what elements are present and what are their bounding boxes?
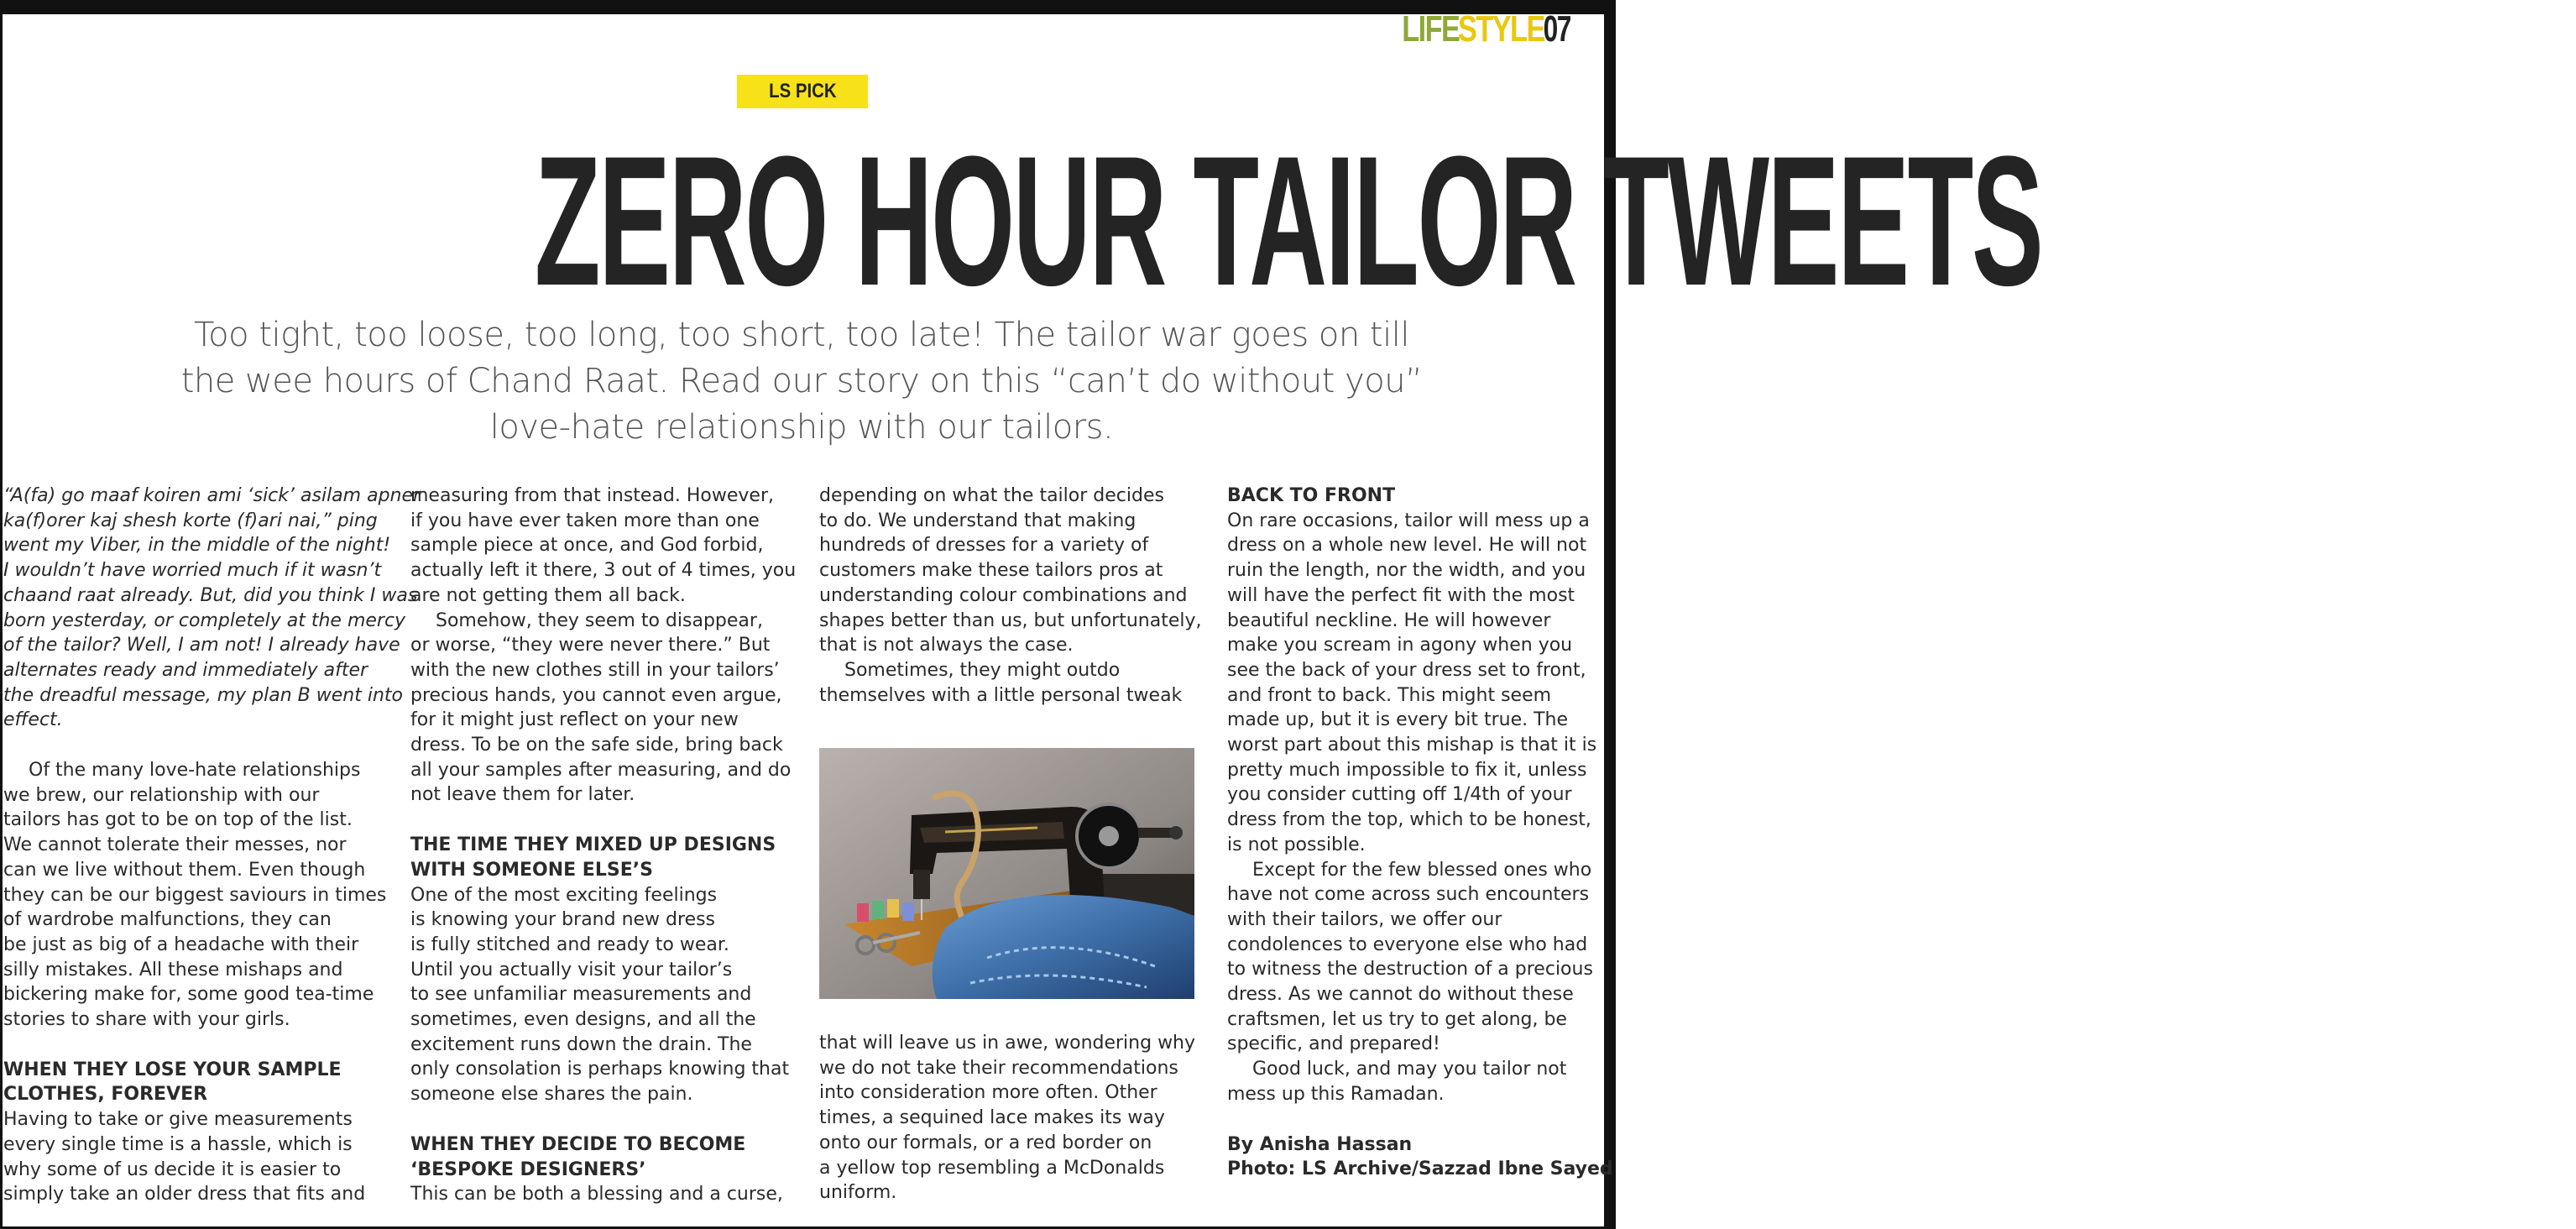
subheading-line: WHEN THEY DECIDE TO BECOME [410,1133,746,1155]
text-line: to do. We understand that making [819,510,1136,531]
page-number: 07 [1543,8,1570,50]
body-paragraph [1227,858,1622,1058]
paragraph-gap [410,808,805,833]
text-line: you consider cutting off 1/4th of your [1227,784,1572,806]
text-line: that is not always the case. [819,635,1074,656]
text-line: times, a sequined lace makes its way [819,1107,1165,1129]
subheading-line: THE TIME THEY MIXED UP DESIGNS [410,834,776,856]
body-paragraph [3,758,398,1033]
text-line: to witness the destruction of a precious [1227,959,1593,981]
text-line: dress. To be on the safe side, bring back [410,735,783,756]
standfirst [168,312,1435,451]
text-line: see the back of your dress set to front, [1227,659,1586,681]
subheading-line: WITH SOMEONE ELSE’S [410,859,653,881]
sewing-machine-photo [819,748,1194,999]
text-line: craftsmen, let us try to get along, be [1227,1008,1567,1030]
text-line: shapes better than us, but unfortunately, [819,609,1202,631]
body-paragraph [410,484,805,609]
text-line: depending on what the tailor decides [819,485,1164,506]
photo-credit: Photo: LS Archive/Sazzad Ibne Sayed [1227,1158,1613,1180]
text-line: can we live without them. Even though [3,859,366,881]
text-line: why some of us decide it is easier to [3,1158,342,1180]
text-line: chaand raat already. But, did you think I was [3,584,418,606]
body-paragraph [3,1107,398,1207]
text-line: Good luck, and may you tailor not [1252,1059,1567,1080]
text-line: themselves with a little personal tweak [819,684,1183,706]
text-line: made up, but it is every bit true. The [1227,709,1569,731]
subheading [410,1132,805,1182]
body-paragraph [1227,1057,1622,1106]
text-line: This can be both a blessing and a curse, [410,1184,783,1205]
body-paragraph [819,658,1214,708]
article-column-3 [819,484,1214,708]
subheading: BACK TO FRONT [1227,485,1396,506]
text-line: born yesterday, or completely at the mercy [3,609,406,631]
text-line: into consideration more often. Other [819,1082,1157,1104]
text-line: One of the most exciting feelings [410,884,718,906]
text-line: actually left it there, 3 out of 4 times, you [410,560,797,582]
text-line: make you scream in agony when you [1227,635,1573,656]
text-line: dress from the top, which to be honest, [1227,809,1591,831]
text-line: I wouldn’t have worried much if it wasn’t [3,560,382,582]
body-paragraph [410,1182,805,1207]
text-line: be just as big of a headache with their [3,934,359,955]
text-line: specific, and prepared! [1227,1033,1440,1055]
text-line: On rare occasions, tailor will mess up a [1227,510,1590,531]
text-line: and front to back. This might seem [1227,684,1552,706]
text-line: all your samples after measuring, and do [410,759,792,781]
subheading [3,1058,398,1107]
text-line: customers make these tailors pros at [819,560,1163,582]
text-line: of wardrobe malfunctions, they can [3,909,332,931]
text-line: beautiful neckline. He will however [1227,609,1551,631]
text-line: or worse, “they were never there.” But [410,635,771,656]
text-line: Somehow, they seem to disappear, [436,609,763,631]
text-line: are not getting them all back. [410,584,686,606]
text-line: ruin the length, nor the width, and you [1227,560,1586,582]
article-column-1 [3,484,421,1207]
standfirst-line: Too tight, too loose, too long, too short, too late! The tailor war goes on till [194,316,1409,354]
text-line: worst part about this mishap is that it is [1227,735,1597,756]
text-line: effect. [3,709,63,731]
text-line: of the tailor? Well, I am not! I already have [3,635,400,656]
text-line: We cannot tolerate their messes, nor [3,834,347,856]
section-name-style: STYLE [1458,8,1545,50]
headline-text: ZERO HOUR TAILOR TWEETS [534,118,2042,324]
body-paragraph [819,484,1214,658]
text-line: will have the perfect fit with the most [1227,584,1575,606]
text-line: Until you actually visit your tailor’s [410,959,733,981]
sewing-machine-illustration [819,748,1194,999]
text-line: only consolation is perhaps knowing that [410,1059,790,1080]
subheading-line: WHEN THEY LOSE YOUR SAMPLE [3,1059,342,1080]
text-line: is knowing your brand new dress [410,909,716,931]
standfirst-line: the wee hours of Chand Raat. Read our story on this “can’t do without you” [180,362,1423,400]
text-line: understanding colour combinations and [819,584,1188,606]
text-line: ka(f)orer kaj shesh korte (f)ari nai,” ping [3,510,378,531]
kicker-label: LS PICK [768,80,837,102]
text-line: someone else shares the pain. [410,1084,693,1106]
section-name-life: LIFE [1402,8,1460,50]
text-line: is fully stitched and ready to wear. [410,934,729,955]
text-line: pretty much impossible to fix it, unless [1227,759,1587,781]
text-line: mess up this Ramadan. [1227,1083,1445,1105]
paragraph-gap [1227,1107,1622,1132]
text-line: Except for the few blessed ones who [1252,859,1592,881]
text-line: with their tailors, we offer our [1227,908,1502,930]
body-paragraph [1227,509,1622,858]
subheading-line: CLOTHES, FOREVER [3,1084,208,1106]
text-line: they can be our biggest saviours in times [3,884,387,906]
text-line: bickering make for, some good tea-time [3,984,374,1006]
text-line: is not possible. [1227,834,1366,855]
text-line: simply take an older dress that fits and [3,1184,366,1205]
kicker-badge [737,75,868,108]
intro-paragraph [3,484,421,733]
paragraph-gap [3,1033,398,1058]
text-line: measuring from that instead. However, [410,485,775,506]
text-line: every single time is a hassle, which is [3,1133,353,1155]
body-paragraph [410,883,805,1107]
subheading-line: ‘BESPOKE DESIGNERS’ [410,1158,646,1180]
body-paragraph [410,609,805,808]
text-line: not leave them for later. [410,784,635,806]
standfirst-line: love-hate relationship with our tailors. [489,408,1114,447]
text-line: “A(fa) go maaf koiren ami ‘sick’ asilam apner [3,485,421,506]
text-line: onto our formals, or a red border on [819,1132,1152,1153]
article-column-4 [1227,484,1622,1182]
text-line: Of the many love-hate relationships [29,760,361,782]
text-line: sample piece at once, and God forbid, [410,535,764,557]
article-column-2 [410,484,805,1207]
text-line: we brew, our relationship with our [3,784,320,806]
text-line: have not come across such encounters [1227,884,1590,906]
text-line: a yellow top resembling a McDonalds [819,1157,1165,1179]
text-line: Sometimes, they might outdo [844,659,1121,681]
text-line: if you have ever taken more than one [410,510,760,531]
text-line: that will leave us in awe, wondering why [819,1033,1196,1054]
text-line: tailors has got to be on top of the list. [3,809,353,831]
text-line: hundreds of dresses for a variety of [819,535,1149,557]
text-line: we do not take their recommendations [819,1057,1178,1079]
text-line: uniform. [819,1182,897,1204]
text-line: condolences to everyone else who had [1227,934,1588,955]
text-line: dress on a whole new level. He will not [1227,535,1587,557]
text-line: dress. As we cannot do without these [1227,984,1574,1006]
subheading [410,833,805,882]
top-border [0,0,1616,14]
section-header [1386,10,1570,49]
text-line: silly mistakes. All these mishaps and [3,959,343,981]
text-line: the dreadful message, my plan B went into [3,684,403,706]
text-line: stories to share with your girls. [3,1009,290,1031]
text-line: alternates ready and immediately after [3,659,368,681]
author-byline: By Anisha Hassan [1227,1133,1413,1155]
text-line: for it might just reflect on your new [410,709,739,731]
text-line: excitement runs down the drain. The [410,1033,752,1055]
text-line: to see unfamiliar measurements and [410,984,752,1006]
text-line: Having to take or give measurements [3,1109,353,1131]
text-line: precious hands, you cannot even argue, [410,684,782,706]
text-line: went my Viber, in the middle of the night! [3,535,391,557]
text-line: sometimes, even designs, and all the [410,1009,756,1031]
text-line: with the new clothes still in your tailors’ [410,659,780,681]
article-column-3-continued [819,1031,1214,1205]
paragraph-gap [410,1107,805,1132]
headline [0,116,2042,326]
paragraph-gap [3,733,398,758]
